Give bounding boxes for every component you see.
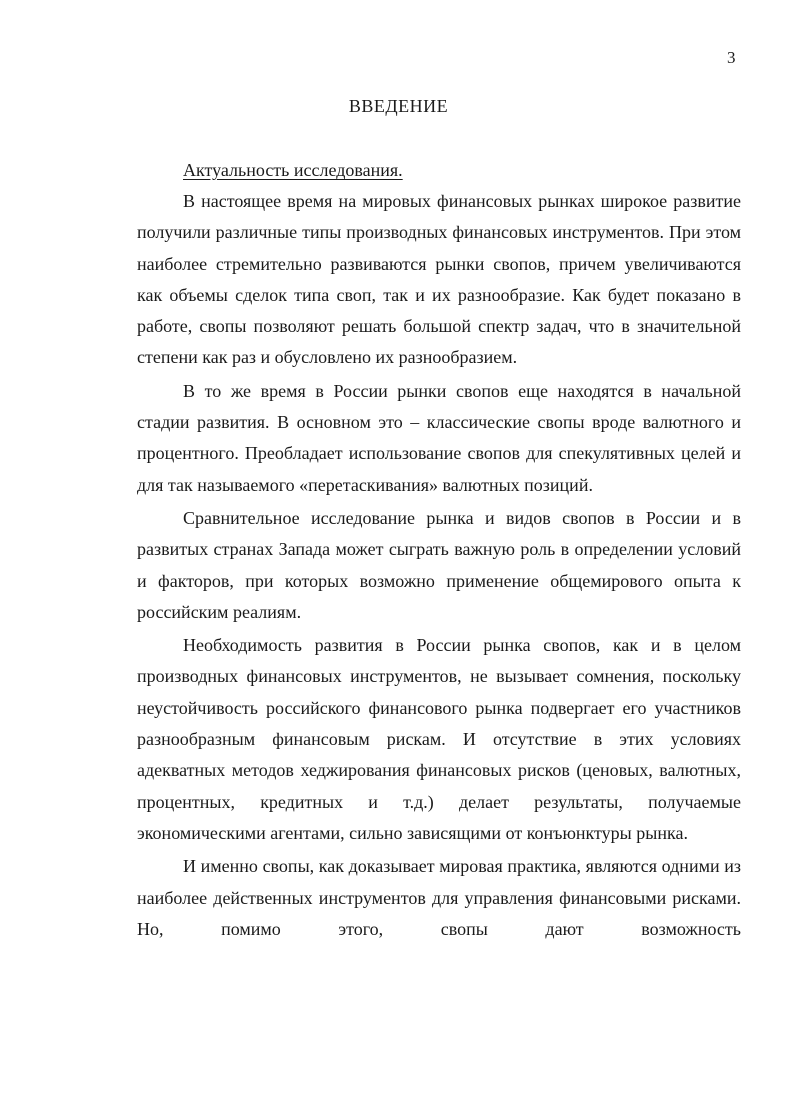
subheading: Актуальность исследования. — [183, 160, 403, 180]
paragraph-2: В то же время в России рынки свопов еще находятся в начальной стадии развития. В основном это – классические свопы вроде валютного и процентного. Преобладает использование свопов для спекулятивных целей и для так называемого «перетаскивания» валютных позиций. — [137, 380, 741, 495]
paragraph-5: И именно свопы, как доказывает мировая практика, являются одними из наиболее действенных инструментов для управления финансовыми рисками. Но, помимо этого, свопы дают возможность — [137, 856, 741, 939]
body-text — [137, 186, 741, 945]
page-number: 3 — [727, 48, 736, 67]
section-title: ВВЕДЕНИЕ — [348, 96, 449, 116]
paragraph-3: Сравнительное исследование рынка и видов свопов в России и в развитых странах Запада может сыграть важную роль в определении условий и факторов, при которых возможно применение общемирового опыта к российским реалиям. — [137, 507, 741, 622]
paragraph-4: Необходимость развития в России рынка свопов, как и в целом производных финансовых инструментов, не вызывает сомнения, поскольку неустойчивость российского финансового рынка подвергает его участников разнообразным финансовым рискам. И отсутствие в этих условиях адекватных методов хеджирования финансовых рисков (ценовых, валютных, процентных, кредитных и т.д.) делает результаты, получаемые экономическими агентами, сильно зависящими от конъюнктуры рынка. — [137, 635, 741, 843]
paragraph-1: В настоящее время на мировых финансовых рынках широкое развитие получили различные типы производных финансовых инструментов. При этом наиболее стремительно развиваются рынки свопов, причем увеличиваются как объемы сделок типа своп, так и их разнообразие. Как будет показано в работе, свопы позволяют решать большой спектр задач, что в значительной степени как раз и обусловлено их разнообразием. — [137, 191, 741, 368]
